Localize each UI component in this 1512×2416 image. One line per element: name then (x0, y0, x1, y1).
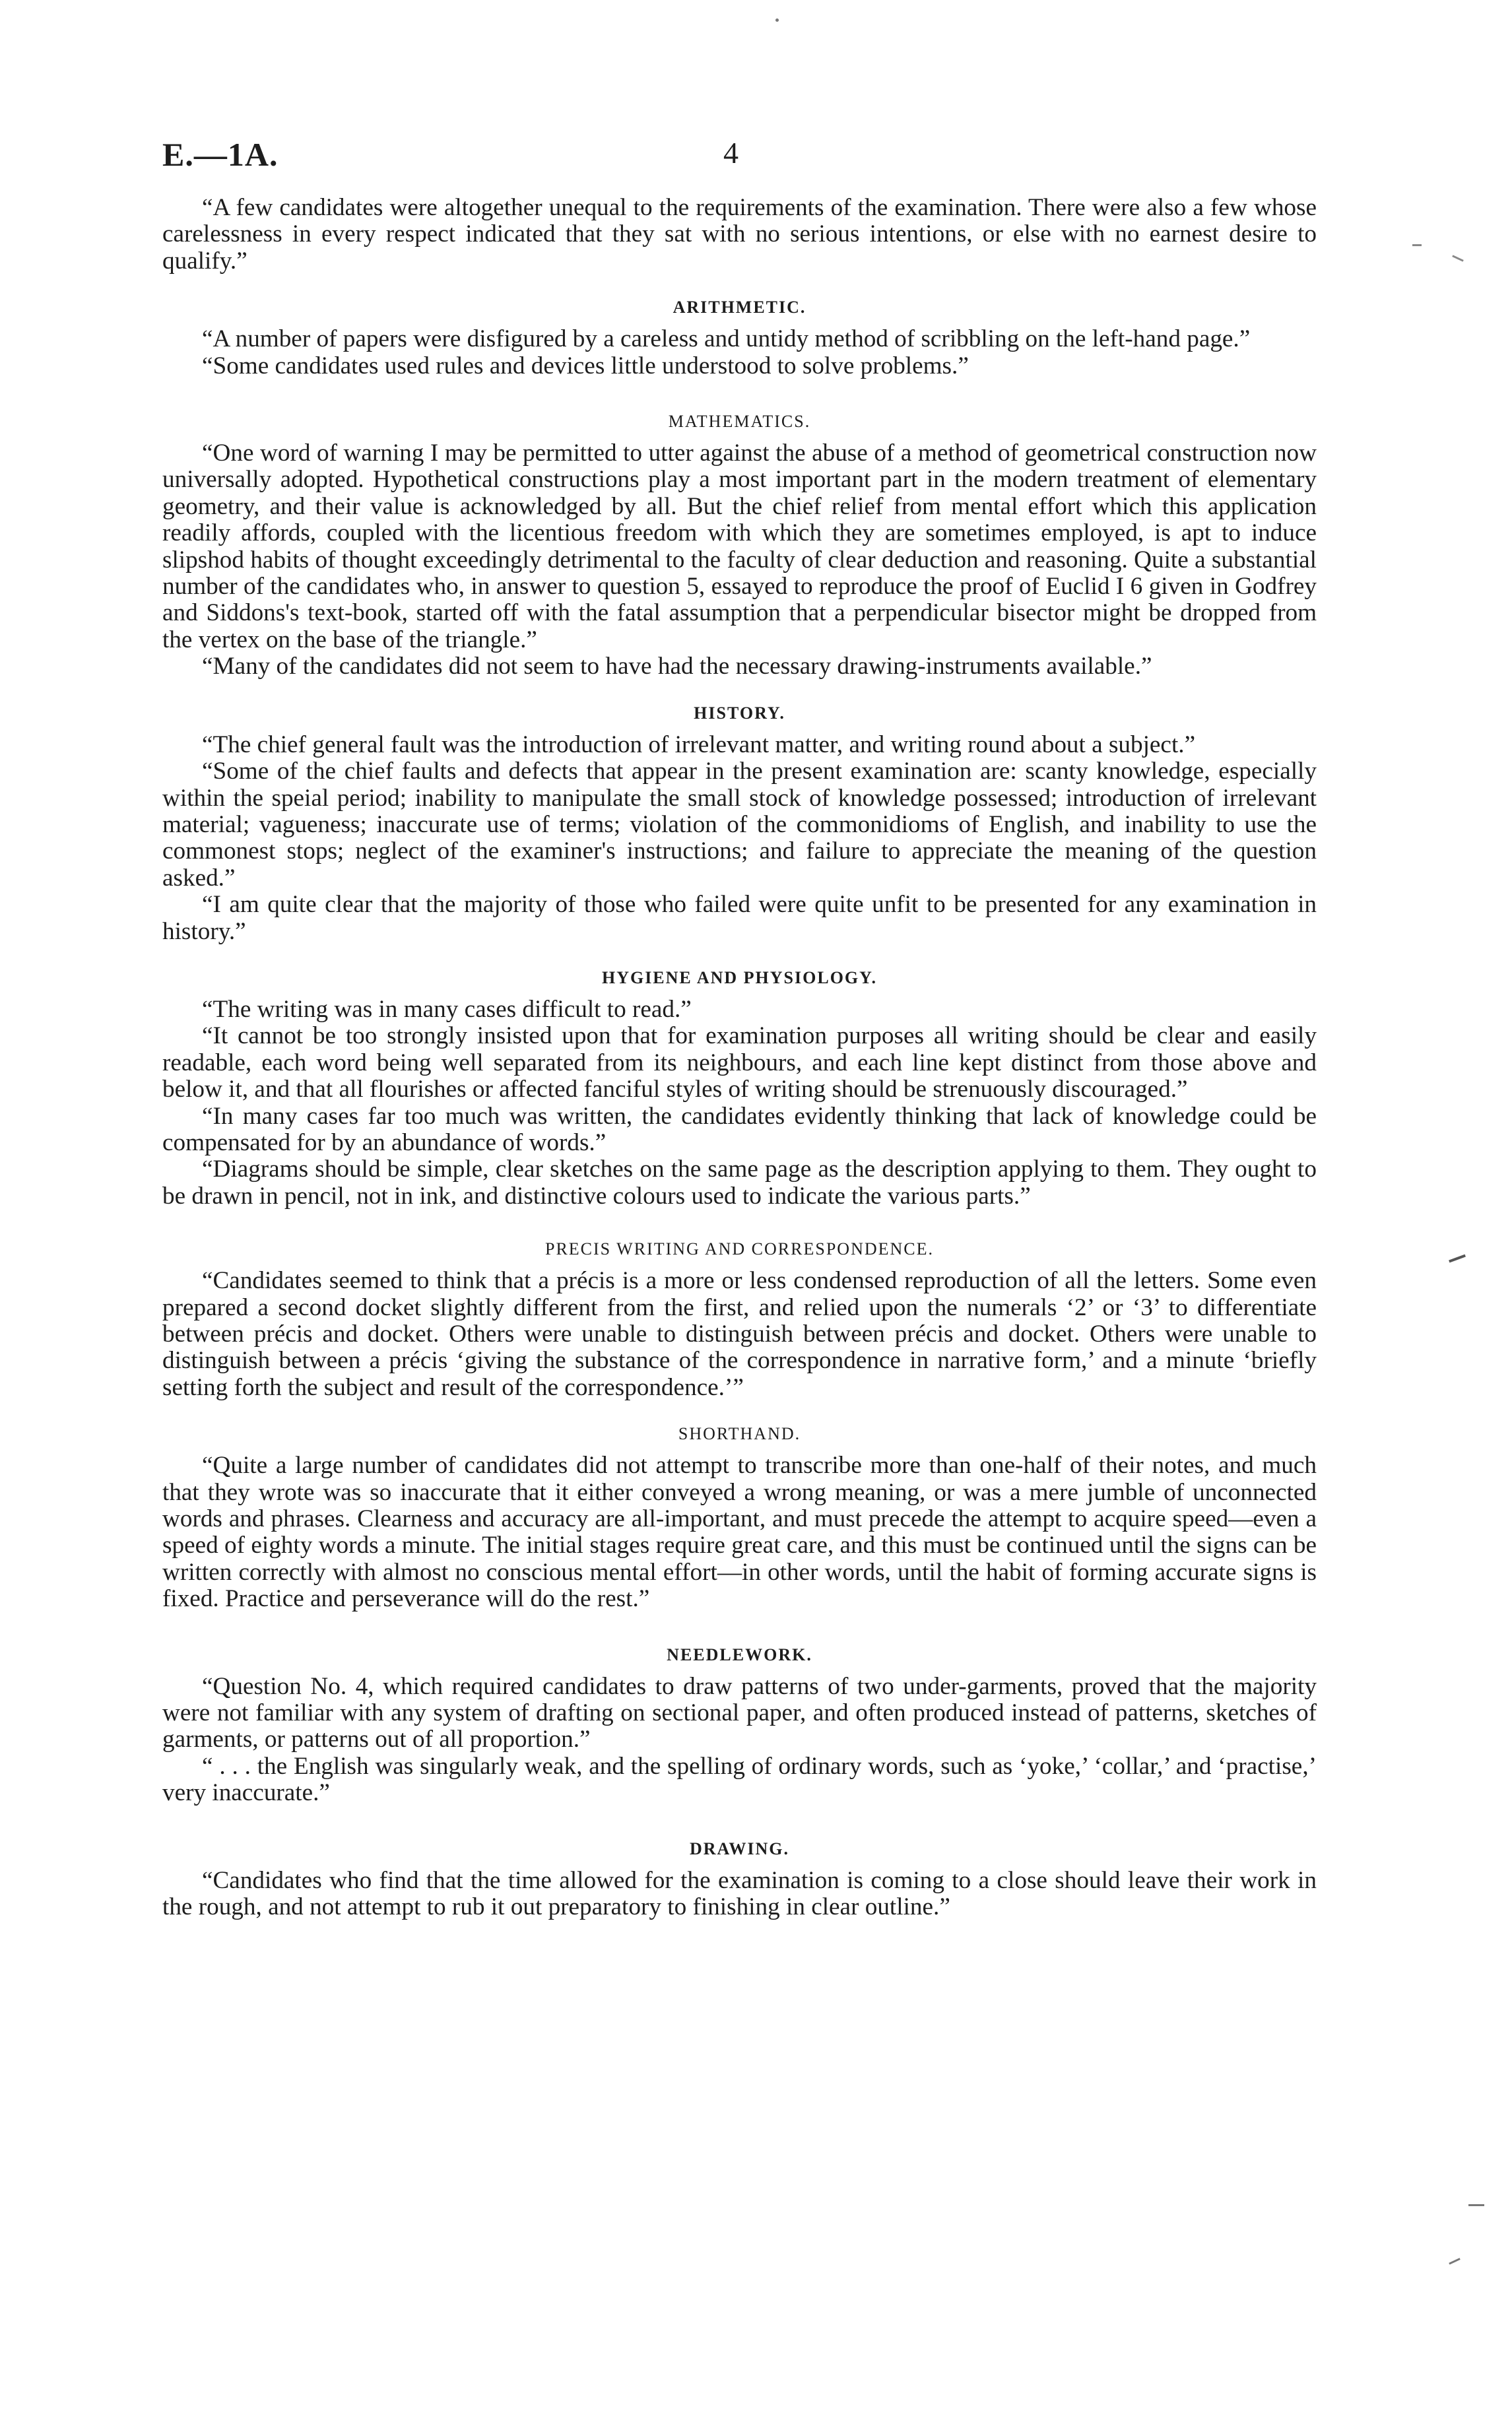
paragraph: “In many cases far too much was written, the candidates evidently thinking that lack of knowledge could be compensated for by an abundance of words.” (162, 1102, 1317, 1156)
paragraph: “The writing was in many cases difficult to read.” (202, 995, 692, 1023)
section-heading-history: HISTORY. (694, 703, 785, 723)
section-heading-needlework: NEEDLEWORK. (667, 1645, 812, 1664)
paragraph: “I am quite clear that the majority of those who failed were quite unfit to be presented for any examination in history.” (162, 891, 1317, 945)
paragraph: “Some candidates used rules and devices little understood to solve problems.” (202, 352, 969, 379)
document-reference: E.—1A. (162, 136, 279, 173)
paragraph: “Candidates who find that the time allowed for the examination is coming to a close should leave their work in the rough, and not attempt to rub it out preparatory to finishing in clear outline.” (162, 1866, 1317, 1921)
paragraph: “Quite a large number of candidates did not attempt to transcribe more than one-half of their notes, and much that they wrote was so inaccurate that it either conveyed a wrong meaning, or was a mere jumble of unconnected words and phrases. Clearness and accuracy are all-important, and must precede the attempt to acquire speed—even a speed of eighty words a minute. The initial stages require great care, and this must be continued until the signs can be written correctly with almost no conscious mental effort—in other words, until the habit of forming accurate signs is fixed. Practice and perseverance will do the rest.” (162, 1452, 1317, 1613)
scan-speck (775, 18, 779, 22)
section-heading-precis-writing: PRECIS WRITING AND CORRESPONDENCE. (544, 1239, 934, 1259)
scan-speck (1412, 244, 1422, 246)
paragraph: “ . . . the English was singularly weak, and the spelling of ordinary words, such as ‘yoke,’ ‘collar,’ and ‘practise,’ very inaccurate.” (162, 1752, 1317, 1807)
paragraph: “It cannot be too strongly insisted upon that for examination purposes all writing should be clear and easily readable, each word being well separated from its neighbours, and each line kept distinct from those above and below it, and that all flourishes or affected fanciful styles of writing should be strenuously discouraged.” (162, 1022, 1317, 1103)
paragraph: “Candidates seemed to think that a précis is a more or less condensed reproduction of all the letters. Some even prepared a second docket slightly different from the first, and relied upon the numerals ‘2’ or ‘3’ to differentiate between précis and docket. Others were unable to distinguish between précis and docket. Others were unable to distinguish between a précis ‘giving the substance of the correspondence in narrative form,’ and a minute ‘briefly setting forth the subject and result of the correspondence.’” (162, 1267, 1317, 1401)
intro-paragraph: “A few candidates were altogether unequal to the requirements of the examination. There were also a few whose carelessness in every respect indicated that they sat with no serious intentions, or else with no earnest desire to qualify.” (162, 194, 1317, 275)
section-heading-arithmetic: ARITHMETIC. (673, 298, 806, 317)
paragraph: “The chief general fault was the introduction of irrelevant matter, and writing round about a subject.” (202, 731, 1196, 758)
paragraph: “A number of papers were disfigured by a careless and untidy method of scribbling on the left-hand page.” (202, 325, 1251, 353)
paragraph: “Many of the candidates did not seem to have had the necessary drawing-instruments available.” (202, 653, 1152, 680)
section-heading-shorthand: SHORTHAND. (678, 1424, 801, 1444)
page-header (162, 135, 1317, 181)
section-heading-drawing: DRAWING. (689, 1839, 790, 1858)
paragraph: “Diagrams should be simple, clear sketches on the same page as the description applying to them. They ought to be drawn in pencil, not in ink, and distinctive colours used to indicate the various parts.” (162, 1156, 1317, 1210)
paragraph: “One word of warning I may be permitted to utter against the abuse of a method of geometrical construction now universally adopted. Hypothetical constructions play a most important part in the modern treatment of elementary geometry, and their value is acknowledged by all. But the chief relief from mental effort which this application readily affords, coupled with the licentious freedom with which they are sometimes employed, is apt to induce slipshod habits of thought exceedingly detrimental to the faculty of clear deduction and reasoning. Quite a substantial number of the candidates who, in answer to question 5, essayed to reproduce the proof of Euclid I 6 given in Godfrey and Siddons's text-book, started off with the fatal assumption that a perpendicular bisector might be dropped from the vertex on the base of the triangle.” (162, 440, 1317, 653)
page-number: 4 (723, 136, 739, 170)
paragraph: “Some of the chief faults and defects that appear in the present examination are: scanty knowledge, especially within the speial period; inability to manipulate the small stock of knowledge possessed; introduction of irrelevant material; vagueness; inaccurate use of terms; violation of the commonidioms of English, and inability to use the commonest stops; neglect of the examiner's instructions; and failure to appreciate the meaning of the question asked.” (162, 758, 1317, 892)
paragraph: “Question No. 4, which required candidates to draw patterns of two under-garments, proved that the majority were not familiar with any system of drafting on sectional paper, and often produced instead of patterns, sketches of garments, or patterns out of all proportion.” (162, 1672, 1317, 1753)
scan-speck (1468, 2204, 1484, 2206)
section-heading-hygiene-physiology: HYGIENE AND PHYSIOLOGY. (601, 967, 878, 987)
section-heading-mathematics: MATHEMATICS. (668, 412, 811, 432)
